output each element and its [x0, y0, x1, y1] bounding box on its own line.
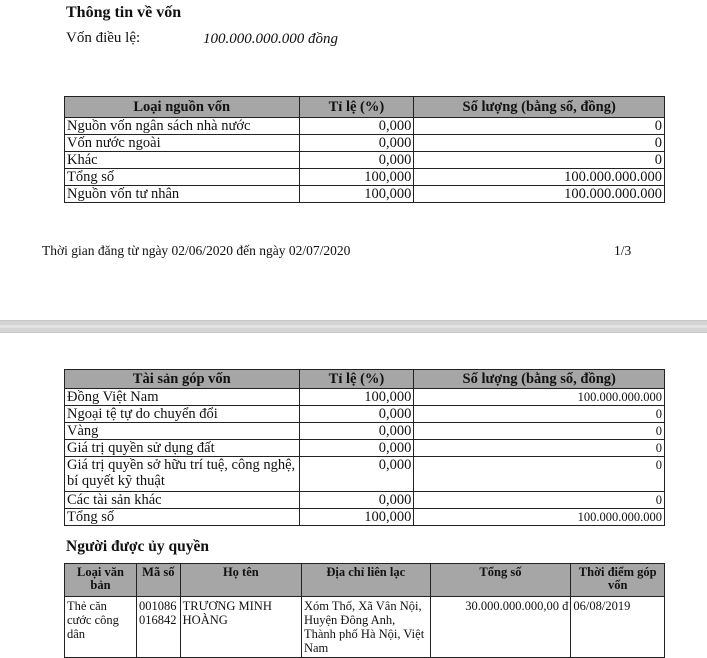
- cell-source-type: Nguồn vốn tư nhân: [65, 186, 300, 203]
- cell-ratio: 0,000: [299, 457, 414, 492]
- col-header-id-number: Mã số: [136, 564, 180, 597]
- cell-ratio: 0,000: [299, 440, 414, 457]
- cell-asset: Giá trị quyền sử dụng đất: [65, 440, 300, 457]
- table-row: [65, 509, 665, 526]
- cell-amount: 100.000.000.000: [414, 389, 665, 406]
- table-row: [65, 492, 665, 509]
- charter-capital-value: 100.000.000.000 đồng: [203, 31, 338, 47]
- cell-source-type: Tổng số: [65, 169, 300, 186]
- cell-amount: 0: [414, 152, 665, 169]
- cell-amount: 0: [414, 118, 665, 135]
- cell-asset: Đồng Việt Nam: [65, 389, 300, 406]
- cell-source-type: Khác: [65, 152, 300, 169]
- col-header-amount: Số lượng (bằng số, đồng): [414, 370, 665, 389]
- cell-ratio: 100,000: [299, 169, 414, 186]
- cell-amount: 100.000.000.000: [414, 169, 665, 186]
- contributed-assets-table: [64, 369, 665, 526]
- cell-ratio: 0,000: [299, 492, 414, 509]
- capital-info-title: Thông tin về vốn: [66, 4, 182, 21]
- cell-amount: 0: [414, 135, 665, 152]
- cell-ratio: 100,000: [299, 389, 414, 406]
- cell-ratio: 0,000: [299, 406, 414, 423]
- table-row: [65, 457, 665, 492]
- cell-doc-type: Thẻ căn cước công dân: [65, 597, 137, 658]
- cell-amount: 0: [414, 406, 665, 423]
- table-header-row: [65, 564, 665, 597]
- cell-asset: Giá trị quyền sở hữu trí tuệ, công nghệ, bí quyết kỹ thuật: [65, 457, 300, 492]
- table-row: [65, 135, 665, 152]
- col-header-ratio: Tỉ lệ (%): [299, 370, 414, 389]
- authorized-person-title: Người được ủy quyền: [66, 538, 210, 555]
- col-header-contribution-date: Thời điểm góp vốn: [571, 564, 665, 597]
- table-row: [65, 440, 665, 457]
- cell-asset: Tổng số: [65, 509, 300, 526]
- cell-asset: Ngoại tệ tự do chuyển đổi: [65, 406, 300, 423]
- cell-contribution-date: 06/08/2019: [571, 597, 665, 658]
- table-row: [65, 423, 665, 440]
- cell-ratio: 100,000: [299, 186, 414, 203]
- cell-source-type: Vốn nước ngoài: [65, 135, 300, 152]
- cell-amount: 0: [414, 423, 665, 440]
- col-header-total: Tổng số: [430, 564, 571, 597]
- cell-address: Xóm Thố, Xã Vân Nội, Huyện Đông Anh, Thành phố Hà Nội, Việt Nam: [301, 597, 430, 658]
- page-number: 1/3: [614, 243, 632, 258]
- table-row: [65, 389, 665, 406]
- cell-amount: 100.000.000.000: [414, 186, 665, 203]
- col-header-full-name: Họ tên: [180, 564, 301, 597]
- table-row: [65, 152, 665, 169]
- cell-amount: 0: [414, 457, 665, 492]
- table-header-row: [65, 370, 665, 389]
- posting-period: Thời gian đăng từ ngày 02/06/2020 đến ngày 02/07/2020: [42, 243, 351, 258]
- table-row: [65, 406, 665, 423]
- cell-source-type: Nguồn vốn ngân sách nhà nước: [65, 118, 300, 135]
- page-separator: [0, 320, 707, 333]
- cell-ratio: 0,000: [299, 135, 414, 152]
- table-row: [65, 597, 665, 658]
- col-header-amount: Số lượng (bằng số, đồng): [414, 97, 665, 118]
- cell-id-number: 001086 016842: [136, 597, 180, 658]
- cell-amount: 0: [414, 492, 665, 509]
- table-row: [65, 186, 665, 203]
- cell-ratio: 0,000: [299, 118, 414, 135]
- cell-amount: 0: [414, 440, 665, 457]
- cell-ratio: 0,000: [299, 423, 414, 440]
- col-header-source-type: Loại nguồn vốn: [65, 97, 300, 118]
- table-header-row: [65, 97, 665, 118]
- table-row: [65, 118, 665, 135]
- cell-asset: Vàng: [65, 423, 300, 440]
- table-row: [65, 169, 665, 186]
- cell-amount: 100.000.000.000: [414, 509, 665, 526]
- col-header-doc-type: Loại văn bản: [65, 564, 137, 597]
- charter-capital-label: Vốn điều lệ:: [66, 30, 141, 46]
- col-header-asset: Tài sản góp vốn: [65, 370, 300, 389]
- col-header-address: Địa chỉ liên lạc: [301, 564, 430, 597]
- cell-total: 30.000.000.000,00 đ: [430, 597, 571, 658]
- cell-asset: Các tài sản khác: [65, 492, 300, 509]
- col-header-ratio: Tỉ lệ (%): [299, 97, 414, 118]
- capital-sources-table: [64, 96, 665, 203]
- cell-full-name: TRƯƠNG MINH HOÀNG: [180, 597, 301, 658]
- authorized-person-table: [64, 563, 665, 658]
- cell-ratio: 100,000: [299, 509, 414, 526]
- cell-ratio: 0,000: [299, 152, 414, 169]
